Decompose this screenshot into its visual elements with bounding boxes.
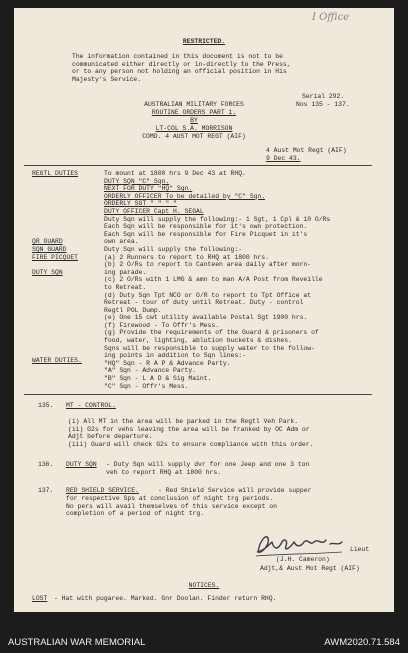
- duty-line: Duty Sqn will supply the following:- 1 Sgt, 1 Cpl & 10 O/Rs: [104, 215, 331, 223]
- order-line: completion of a period of night trg.: [66, 510, 205, 518]
- classification-heading: RESTRICTED.: [182, 38, 226, 45]
- duty-details: [104, 170, 330, 390]
- duty-line: ORDERLY SGT " " " ": [104, 200, 177, 208]
- warning-line: The information contained in this document is not to be: [72, 53, 283, 60]
- duty-line: own area.: [104, 238, 139, 246]
- duty-sqn-label: DUTY SQN: [32, 269, 63, 276]
- duty-line: (d) Duty Sqn Tpt NCO or O/R to report to Tpt Office at: [104, 291, 312, 299]
- order-135-number: 135.: [38, 402, 54, 409]
- duty-line: Regtl POL Dump.: [104, 306, 162, 314]
- warning-line: or to any person not holding an official position in His: [72, 68, 287, 76]
- water-duties-label: WATER DUTIES.: [32, 357, 82, 364]
- order-line: No pers will avail themselves of this service except on: [66, 502, 277, 510]
- order-date: 9 Dec 43.: [266, 155, 301, 162]
- order-line: for respective Sps at conclusion of night trg periods.: [66, 495, 274, 502]
- order-line: - Red Shield Service will provide supper: [158, 487, 312, 494]
- duty-line: Retreat - tour of duty until Retreat. Duty - control: [104, 299, 304, 307]
- duty-line: (b) 2 O/Rs to report to Canteen area daily after morn-: [104, 261, 312, 269]
- order-135-title: MT - CONTROL.: [66, 402, 116, 409]
- archive-credit: AUSTRALIAN WAR MEMORIAL: [8, 637, 146, 648]
- order-line: - Duty Sqn will supply dvr for one Jeep and one 3 ton: [106, 461, 310, 468]
- section-divider: [24, 394, 372, 395]
- order-line: (i) All MT in the area will be parked in the Regtl Veh Park.: [68, 418, 299, 425]
- order-numbers: Nos 135 - 137.: [296, 101, 350, 108]
- duty-line: Each Sqn will be responsible for Fire Picquet in it's: [104, 230, 308, 238]
- routine-orders-title: ROUTINE ORDERS PART 1.: [151, 109, 237, 116]
- order-line: (iii) Guard will check G2s to ensure compliance with this order.: [68, 440, 314, 448]
- serial-number: Serial 292.: [302, 93, 345, 100]
- order-137-title: RED SHIELD SERVICE.: [66, 487, 139, 494]
- duty-line: NEXT FOR DUTY "HQ" Sqn.: [104, 185, 193, 193]
- by-line: BY: [190, 117, 198, 124]
- order-line: (ii) G2s for vehs leaving the area will be franked by OC Adm or: [68, 425, 310, 433]
- order-136-body: [106, 461, 309, 476]
- duty-line: food, water, lighting, ablution buckets & dishes.: [104, 337, 292, 345]
- duty-line: ing parade.: [104, 268, 147, 276]
- order-line: veh to report RHQ at 1800 hrs.: [106, 468, 222, 476]
- duty-line: Duty Sqn will supply the following:-: [104, 245, 243, 253]
- unit-name: 4 Aust Mot Regt (AIF): [266, 147, 347, 154]
- command-title: COMD. 4 AUST MOT REGT (AIF): [142, 133, 246, 140]
- document-page: [14, 8, 394, 612]
- pencil-annotation: I Office: [312, 12, 350, 23]
- notices-heading: NOTICES.: [188, 582, 220, 589]
- duty-line: (g) Provide the requirements of the Guard & prisoners of: [104, 329, 319, 337]
- duty-line: ORDERLY OFFICER To be detailed by "C" Sqn.: [104, 192, 266, 200]
- duty-line: "A" Sqn - Advance Party.: [104, 367, 197, 375]
- duty-line: to Retreat.: [104, 283, 147, 291]
- duty-line: "B" Sqn - L A D & Sig Maint.: [104, 375, 212, 383]
- order-136-number: 136.: [38, 461, 54, 468]
- duty-line: (a) 2 Runners to report to RHQ at 1800 hrs.: [104, 253, 269, 261]
- duty-line: DUTY SQN "C" Sqn.: [104, 177, 170, 185]
- duty-line: To mount at 1800 hrs 9 Dec 43 at RHQ.: [104, 170, 246, 177]
- duty-line: ing points in addition to Sqn lines:-: [104, 352, 246, 360]
- organisation-name: AUSTRALIAN MILITARY FORCES: [144, 101, 244, 108]
- order-137-number: 137.: [38, 487, 54, 494]
- order-137-body: [66, 495, 277, 518]
- warning-line: communicated either directly or in-directly to the Press,: [72, 60, 291, 68]
- distribution-warning: [72, 53, 291, 83]
- duty-line: "C" Sqn - Offr's Mess.: [104, 382, 189, 390]
- duty-line: (e) One 15 cwt utility available Postal Sgt 1900 hrs.: [104, 314, 308, 322]
- lost-notice-text: - Hat with pugaree. Marked. Gnr Doolan. Finder return RHQ.: [54, 595, 277, 602]
- fire-picquet-label: FIRE PICQUET: [32, 254, 79, 261]
- signatory-rank: Lieut: [350, 546, 370, 553]
- order-135-body: [68, 418, 313, 448]
- regtl-duties-label: REGTL DUTIES: [32, 170, 79, 177]
- signatory-appointment: Adjt,& Aust Mot Regt (AIF): [260, 565, 360, 572]
- duty-line: "HQ" Sqn - R A P & Advance Party.: [104, 359, 231, 367]
- section-divider: [24, 165, 372, 166]
- duty-line: Each Sqn will be responsible for it's own protection.: [104, 223, 308, 231]
- commanding-officer: LT-COL S.A. MORRISON: [155, 125, 233, 132]
- duty-line: Sqns will be responsible to supply water to the follow-: [104, 344, 315, 352]
- qr-guard-label: QR GUARD: [32, 238, 63, 245]
- lost-label: LOST: [32, 595, 48, 602]
- duty-line: DUTY OFFICER Capt H. SEGAL: [104, 207, 204, 215]
- signatory-name: (J.H. Cameron): [276, 556, 330, 563]
- warning-line: Majesty's Service.: [72, 75, 142, 83]
- archive-reference: AWM2020.71.584: [324, 637, 400, 648]
- sqn-guard-label: SQN GUARD: [32, 246, 67, 253]
- duty-line: (f) Firewood - To Offr's Mess.: [104, 321, 220, 329]
- order-136-title: DUTY SQN: [66, 461, 97, 468]
- duty-line: (c) 2 O/Rs with 1 LMG & amn to man A/A Post from Reveille: [104, 276, 323, 284]
- order-line: Adjt before departure.: [68, 433, 153, 441]
